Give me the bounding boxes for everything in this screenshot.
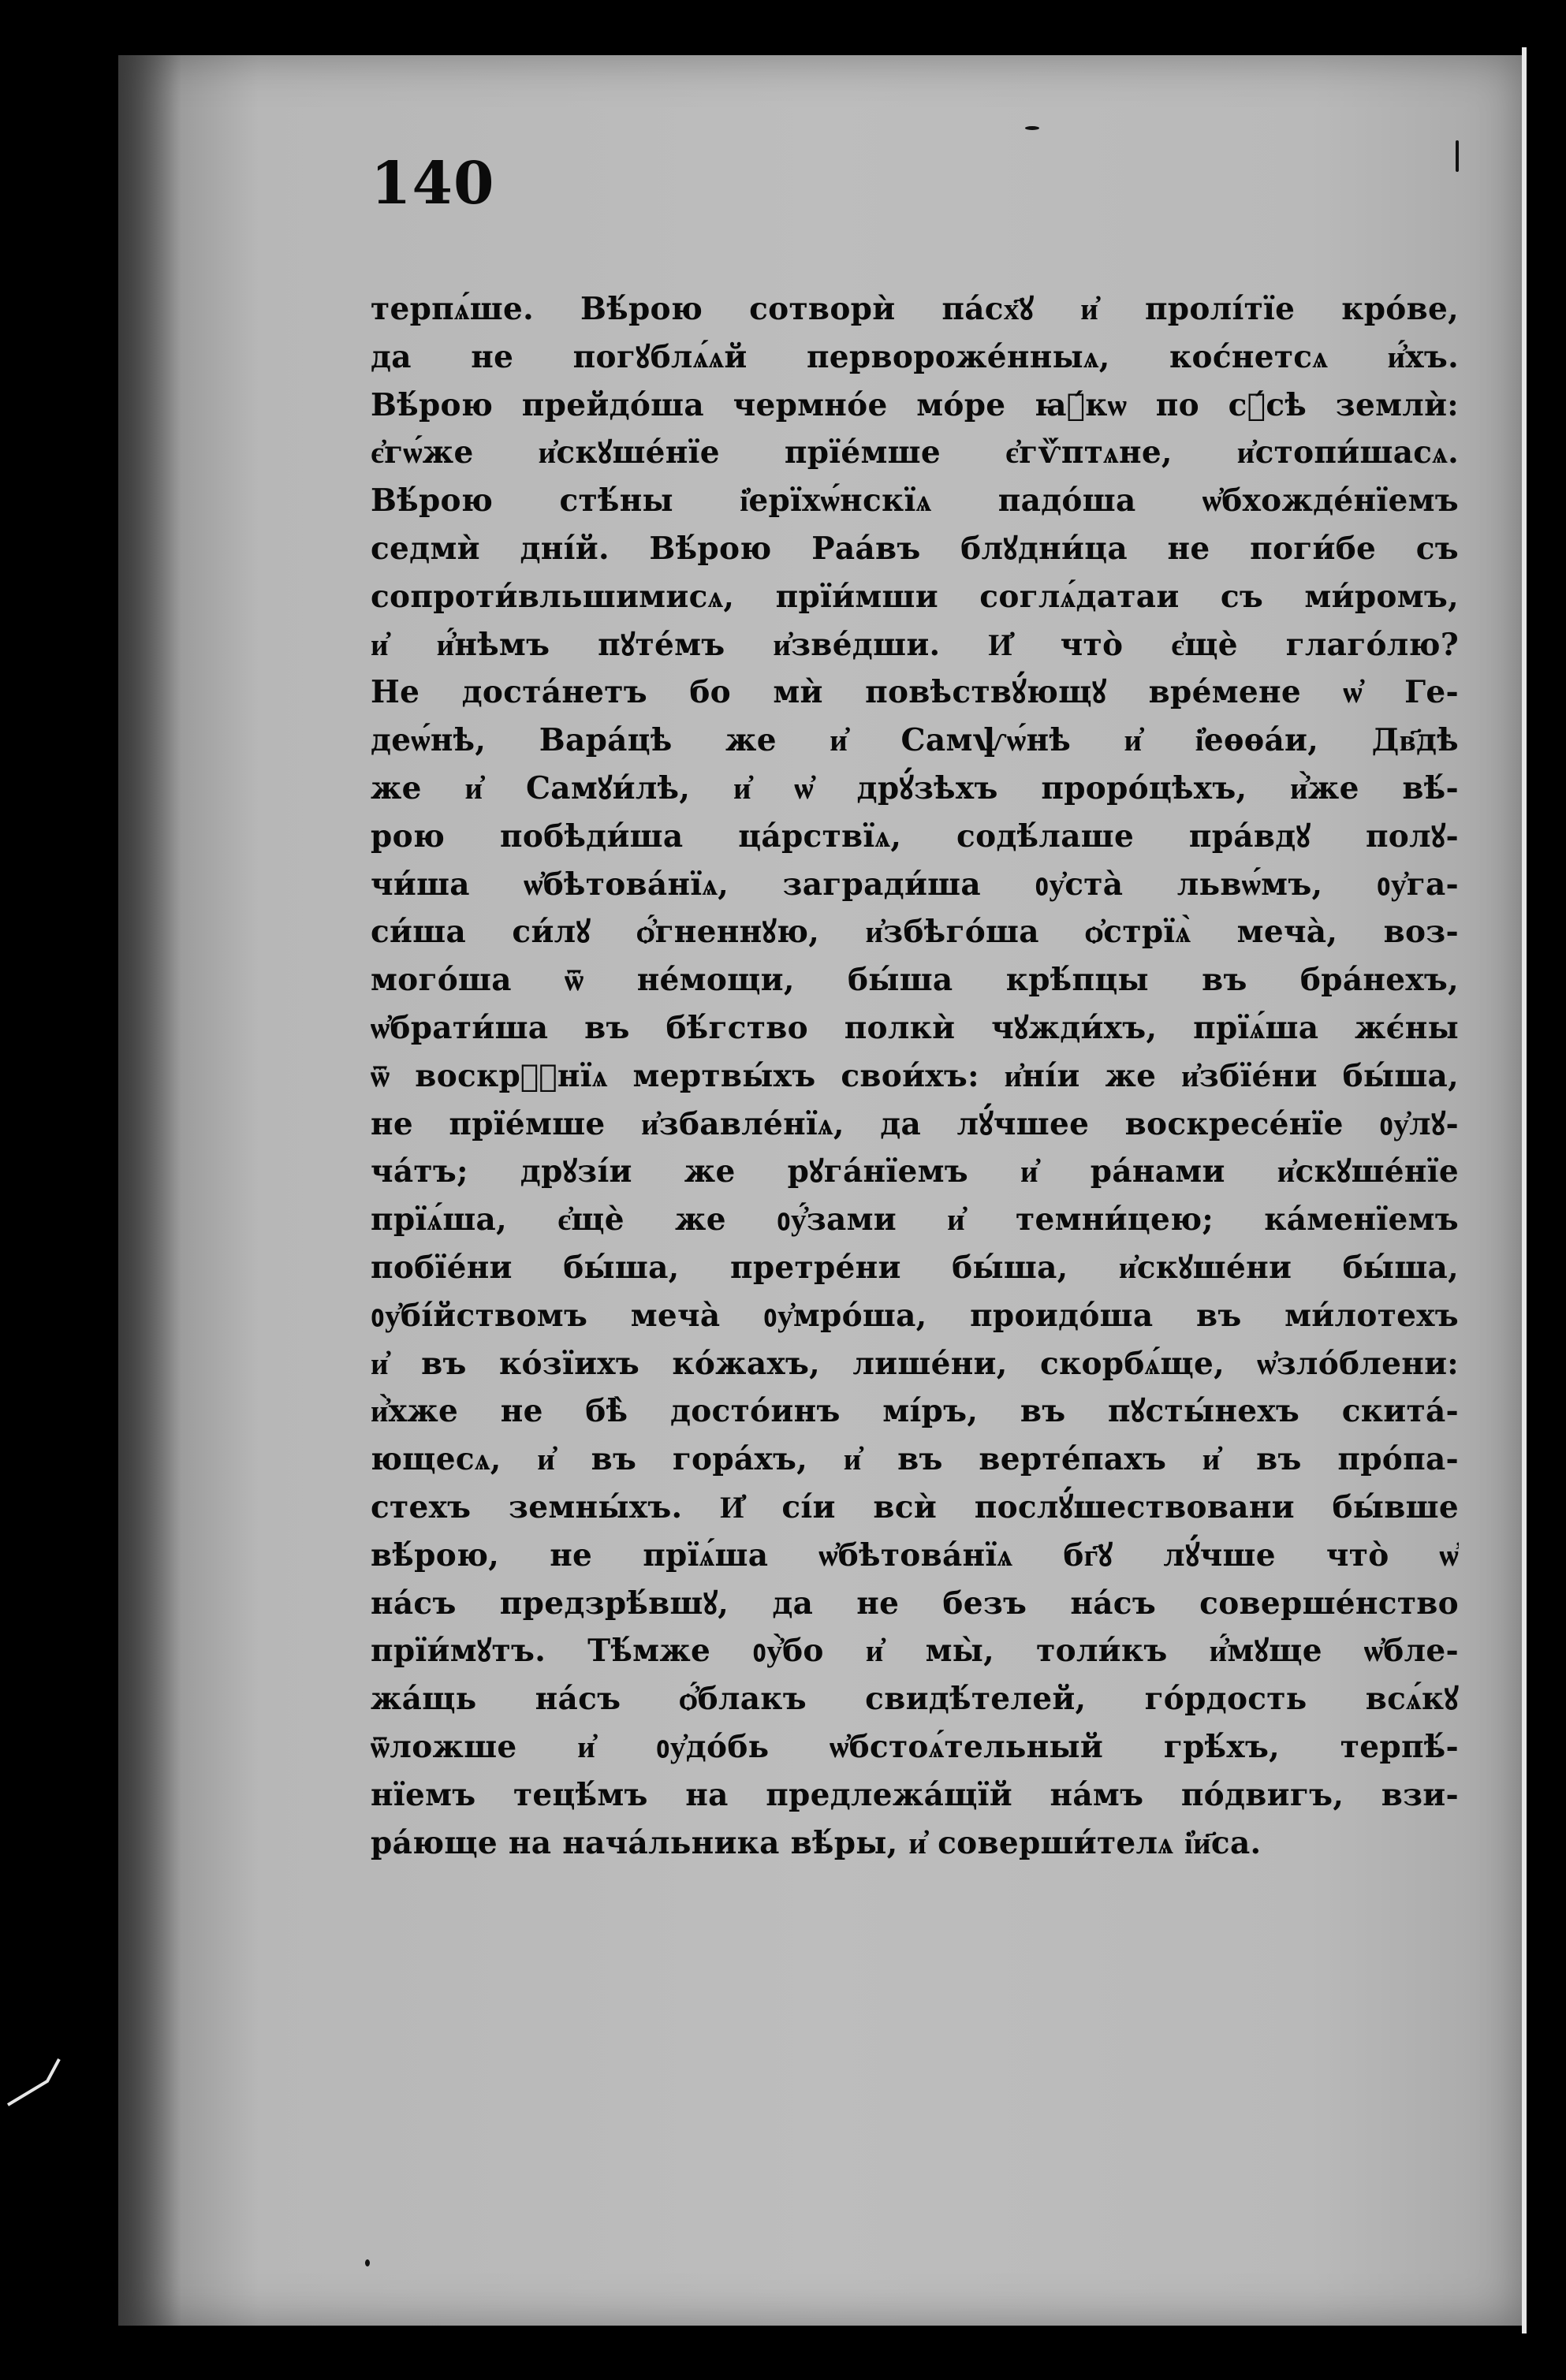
text-line: стехъ земны́хъ. И҆ сі́и всѝ послꙋ́шествовани бы́вше bbox=[371, 1488, 1459, 1525]
page-text-block bbox=[371, 285, 1459, 1867]
ink-speck bbox=[1456, 140, 1459, 172]
adjacent-page-edge bbox=[1522, 47, 1566, 2333]
text-line: прїѧ́ша, є҆щѐ же ᲂу҆́зами и҆ темни́цею; ка́менїемъ bbox=[371, 1201, 1459, 1238]
text-line: Вѣ́рою прейдо́ша чермно́е мо́ре ꙗ҆́кѡ по сꙋ́сѣ землѝ: bbox=[371, 386, 1459, 423]
text-line: Не доста́нетъ бо мѝ повѣствꙋ́ющꙋ вре́мене ѡ҆ Ге- bbox=[371, 674, 1459, 711]
text-line: да не погꙋблѧ́ѧй первороже́нныѧ, кос́нетсѧ и҆́хъ. bbox=[371, 338, 1459, 375]
text-line: и҆ въ ко́зїихъ ко́жахъ, лише́ни, скорбѧ́ще, ѡ҆зло́блени: bbox=[371, 1345, 1459, 1382]
text-line: ѿложше и҆ ᲂу҆до́бь ѡ҆бстоѧ́тельный грѣ́хъ, терпѣ́- bbox=[371, 1728, 1459, 1765]
text-line: мого́ша ѿ не́мощи, бы́ша крѣ́пцы въ бра́нехъ, bbox=[371, 962, 1459, 999]
text-line: ѿ воскрⷭ҇нїѧ мертвы́хъ свои́хъ: и҆ні́и же и҆збїе́ни бы́ша, bbox=[371, 1057, 1459, 1094]
text-line: ѡ҆брати́ша въ бѣ́гство полкѝ чꙋжди́хъ, прїѧ́ша жє́ны bbox=[371, 1009, 1459, 1046]
text-line: ющесѧ, и҆ въ гора́хъ, и҆ въ верте́пахъ и҆ въ про́па- bbox=[371, 1441, 1459, 1478]
page-number: 140 bbox=[371, 150, 495, 218]
text-line: же и҆ Самꙋи́лѣ, и҆ ѡ҆ дрꙋ́зѣхъ проро́цѣхъ, и҆̀же вѣ́- bbox=[371, 769, 1459, 806]
text-line: є҆гѡ́же и҆скꙋше́нїе прїе́мше є҆гѷ́птѧне, и҆стопи́шасѧ. bbox=[371, 434, 1459, 471]
text-line: ᲂу҆бі́йствомъ меча̀ ᲂу҆мро́ша, проидо́ша въ ми́лотехъ bbox=[371, 1297, 1459, 1334]
ink-speck bbox=[1025, 126, 1039, 130]
text-line: на́съ предзрѣ́вшꙋ, да не безъ на́съ соверше́нство bbox=[371, 1585, 1459, 1622]
text-line: не прїе́мше и҆збавле́нїѧ, да лꙋ́чшее воскресе́нїе ᲂу҆лꙋ- bbox=[371, 1105, 1459, 1142]
text-line: чи́ша ѡ҆бѣтова́нїѧ, загради́ша ᲂу҆ста̀ львѡ́мъ, ᲂу҆га- bbox=[371, 866, 1459, 903]
margin-scratch-mark bbox=[0, 2050, 103, 2113]
text-line: и҆ и҆́нѣмъ пꙋте́мъ и҆зве́дши. И҆ что̀ є҆щѐ глаго́лю? bbox=[371, 626, 1459, 663]
text-line: рою побѣди́ша ца́рствїѧ, содѣ́лаше пра́вдꙋ полꙋ- bbox=[371, 818, 1459, 855]
text-line: сопроти́вльшимисѧ, прїи́мши соглѧ́датаи съ ми́ромъ, bbox=[371, 578, 1459, 615]
text-line: седмѝ дні́й. Вѣ́рою Раа́въ блꙋдни́ца не поги́бе съ bbox=[371, 530, 1459, 567]
text-line: побїе́ни бы́ша, претре́ни бы́ша, и҆скꙋше́ни бы́ша, bbox=[371, 1249, 1459, 1286]
ink-speck bbox=[365, 2259, 370, 2266]
text-line: Вѣ́рою стѣ́ны і҆ерїхѡ́нскїѧ падо́ша ѡ҆бхожде́нїемъ bbox=[371, 482, 1459, 520]
text-line: нїемъ тецѣ́мъ на предлежа́щїй на́мъ по́двигъ, взи- bbox=[371, 1776, 1459, 1813]
page-spine-shadow bbox=[118, 55, 181, 2326]
text-line: ра́юще на нача́льника вѣ́ры, и҆ соверши́телѧ і҆и҃са. bbox=[371, 1824, 1262, 1861]
text-line: си́ша си́лꙋ ѻ҆́гненнꙋю, и҆збѣго́ша ѻ҆стрїѧ̀ меча̀, воз- bbox=[371, 914, 1459, 951]
text-line: жа́щь на́съ ѻ҆́блакъ свидѣ́телей, го́рдость всѧ́кꙋ bbox=[371, 1681, 1459, 1718]
text-line: терпѧ́ше. Вѣ́рою сотворѝ па́сх҃ꙋ и҆ пролі́тїе кро́ве, bbox=[371, 291, 1459, 327]
text-line: деѡ́нѣ, Вара́цѣ же и҆ Самѱѡ́нѣ и҆ і҆еѳѳа́и, Дв҃дѣ bbox=[371, 722, 1459, 759]
text-line: ча́тъ; дрꙋзі́и же рꙋга́нїемъ и҆ ра́нами и҆скꙋше́нїе bbox=[371, 1153, 1459, 1190]
text-line: прїи́мꙋтъ. Тѣ́мже ᲂу҆̀бо и҆ мы̀, толи́къ и҆́мꙋще ѡ҆бле- bbox=[371, 1633, 1459, 1670]
text-line: вѣ́рою, не прїѧ́ша ѡ҆бѣтова́нїѧ бг҃ꙋ лꙋ́чше что̀ ѡ҆ bbox=[371, 1536, 1459, 1574]
text-line: и҆̀хже не бѣ̀ досто́инъ мі́ръ, въ пꙋсты́нехъ скита́- bbox=[371, 1393, 1459, 1430]
